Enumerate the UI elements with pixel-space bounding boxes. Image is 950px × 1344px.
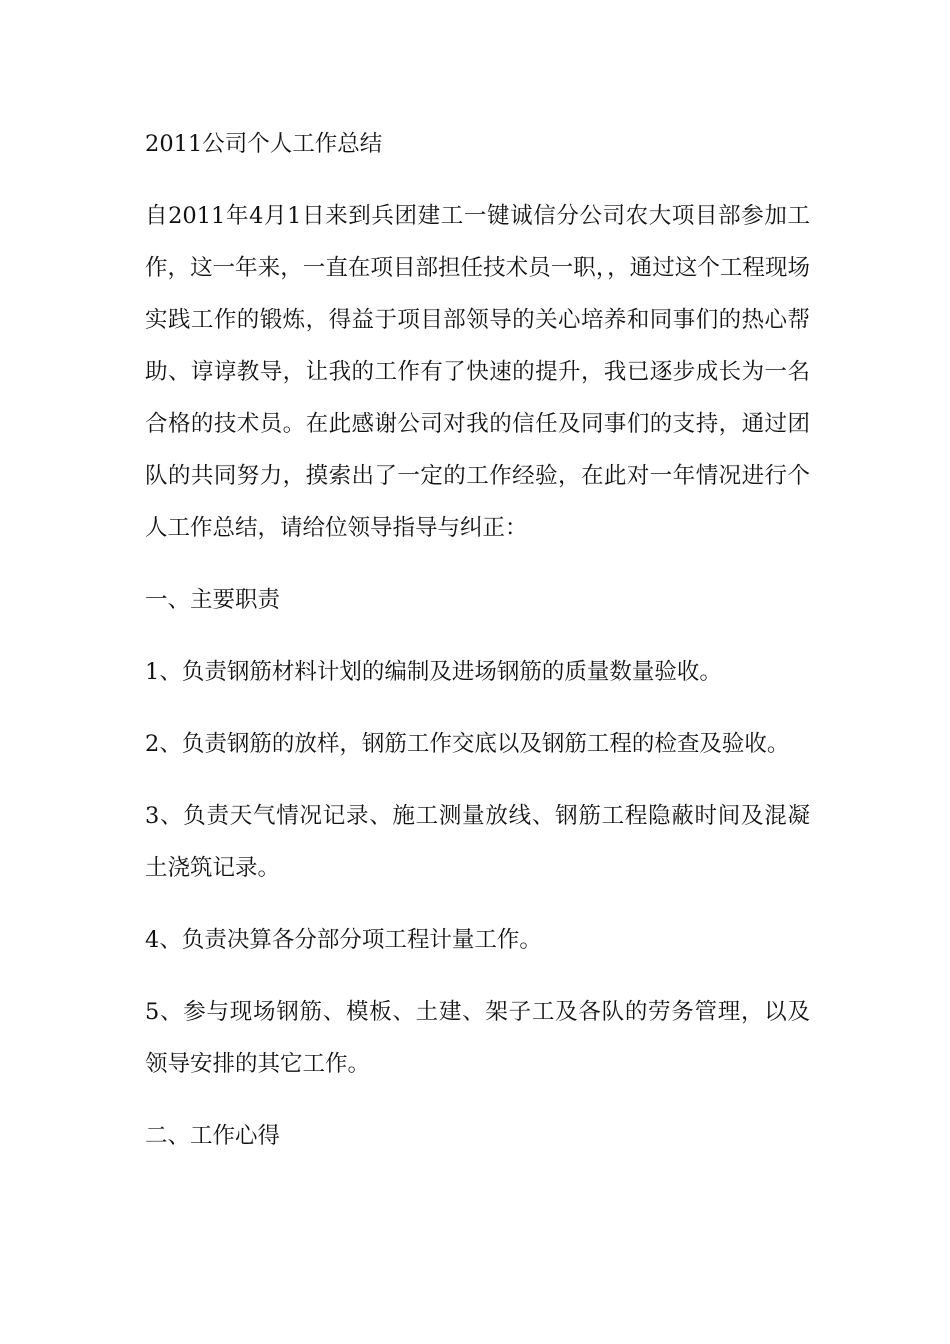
duty-item: 4、负责决算各分部分项工程计量工作。 [145,927,542,953]
section-heading-experience: 二、工作心得 [145,1123,281,1149]
section-heading-duties: 一、主要职责 [145,587,281,613]
duty-item: 5、参与现场钢筋、模板、土建、架子工及各队的劳务管理，以及领导安排的其它工作。 [145,999,810,1077]
document-body [145,118,810,1182]
duty-item: 3、负责天气情况记录、施工测量放线、钢筋工程隐蔽时间及混凝土浇筑记录。 [145,803,810,881]
duty-item: 1、负责钢筋材料计划的编制及进场钢筋的质量数量验收。 [145,659,722,685]
document-title: 2011公司个人工作总结 [145,131,383,157]
duty-item: 2、负责钢筋的放样，钢筋工作交底以及钢筋工程的检查及验收。 [145,731,790,757]
intro-paragraph: 自2011年4月1日来到兵团建工一键诚信分公司农大项目部参加工作，这一年来，一直在项目部担任技术员一职，，通过这个工程现场实践工作的锻炼，得益于项目部领导的关心培养和同事们的热心帮助、谆谆教导，让我的工作有了快速的提升，我已逐步成长为一名合格的技术员。在此感谢公司对我的信任及同事们的支持，通过团队的共同努力，摸索出了一定的工作经验，在此对一年情况进行个人工作总结，请给位领导指导与纠正： [145,203,810,541]
